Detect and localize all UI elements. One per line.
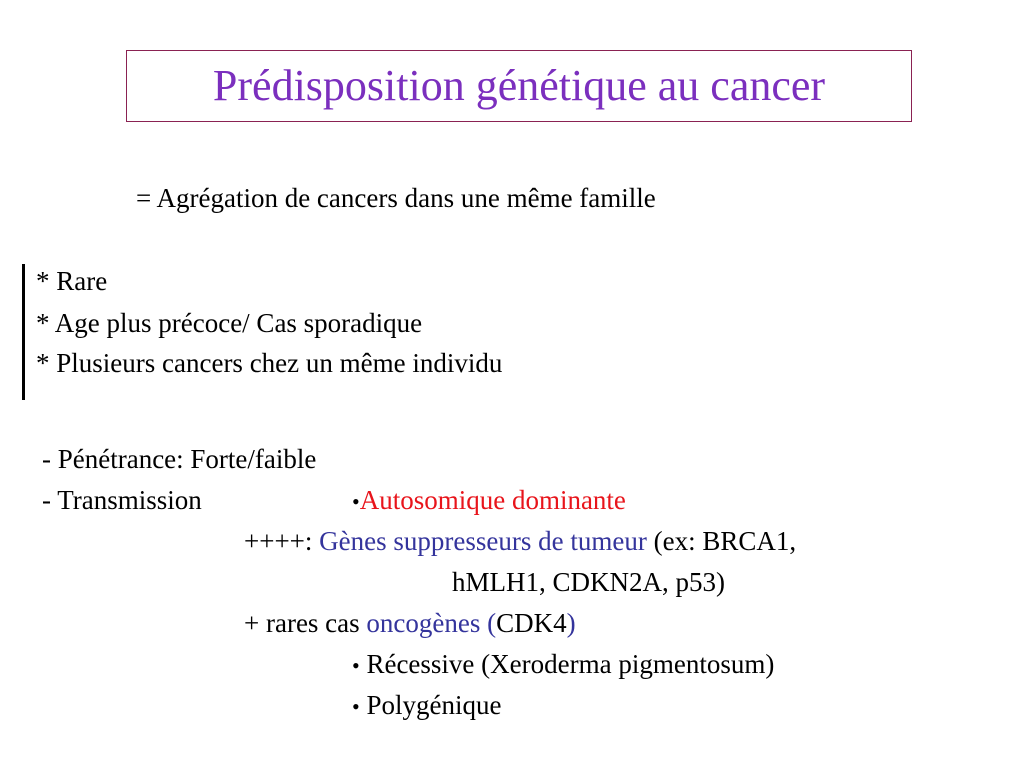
features-bracket	[22, 264, 25, 400]
recessive-label: Récessive (Xeroderma pigmentosum)	[366, 649, 775, 679]
bullet-icon: •	[352, 694, 360, 719]
feature-rare: * Rare	[36, 266, 108, 296]
tumor-prefix: ++++:	[244, 526, 320, 556]
tumor-suppressor-genes: Gènes suppresseurs de tumeur	[319, 526, 647, 556]
bullet-icon: •	[352, 489, 360, 514]
oncogene-prefix: + rares cas	[244, 608, 367, 638]
transmission-label: - Transmission	[42, 485, 202, 515]
slide-title: Prédisposition génétique au cancer	[212, 61, 826, 110]
recessive-line	[352, 651, 774, 678]
dominant-line	[352, 487, 626, 514]
polygenic-line	[352, 692, 501, 719]
dominant-label: Autosomique dominante	[359, 485, 626, 515]
title-box	[126, 50, 912, 122]
tumor-examples-continued: hMLH1, CDKN2A, p53)	[452, 567, 725, 597]
oncogene-label: oncogènes (	[366, 608, 497, 638]
oncogene-line	[244, 610, 576, 637]
penetrance-line: - Pénétrance: Forte/faible	[42, 444, 317, 474]
oncogene-example: CDK4	[496, 608, 567, 638]
polygenic-label: Polygénique	[366, 690, 502, 720]
tumor-suppressor-line	[244, 528, 796, 555]
bullet-icon: •	[352, 653, 360, 678]
tumor-examples: (ex: BRCA1,	[646, 526, 797, 556]
definition-line: = Agrégation de cancers dans une même famille	[136, 183, 656, 213]
oncogene-close: )	[566, 608, 576, 638]
feature-multiple-cancers: * Plusieurs cancers chez un même individu	[36, 348, 503, 378]
feature-early-age: * Age plus précoce/ Cas sporadique	[36, 308, 423, 338]
